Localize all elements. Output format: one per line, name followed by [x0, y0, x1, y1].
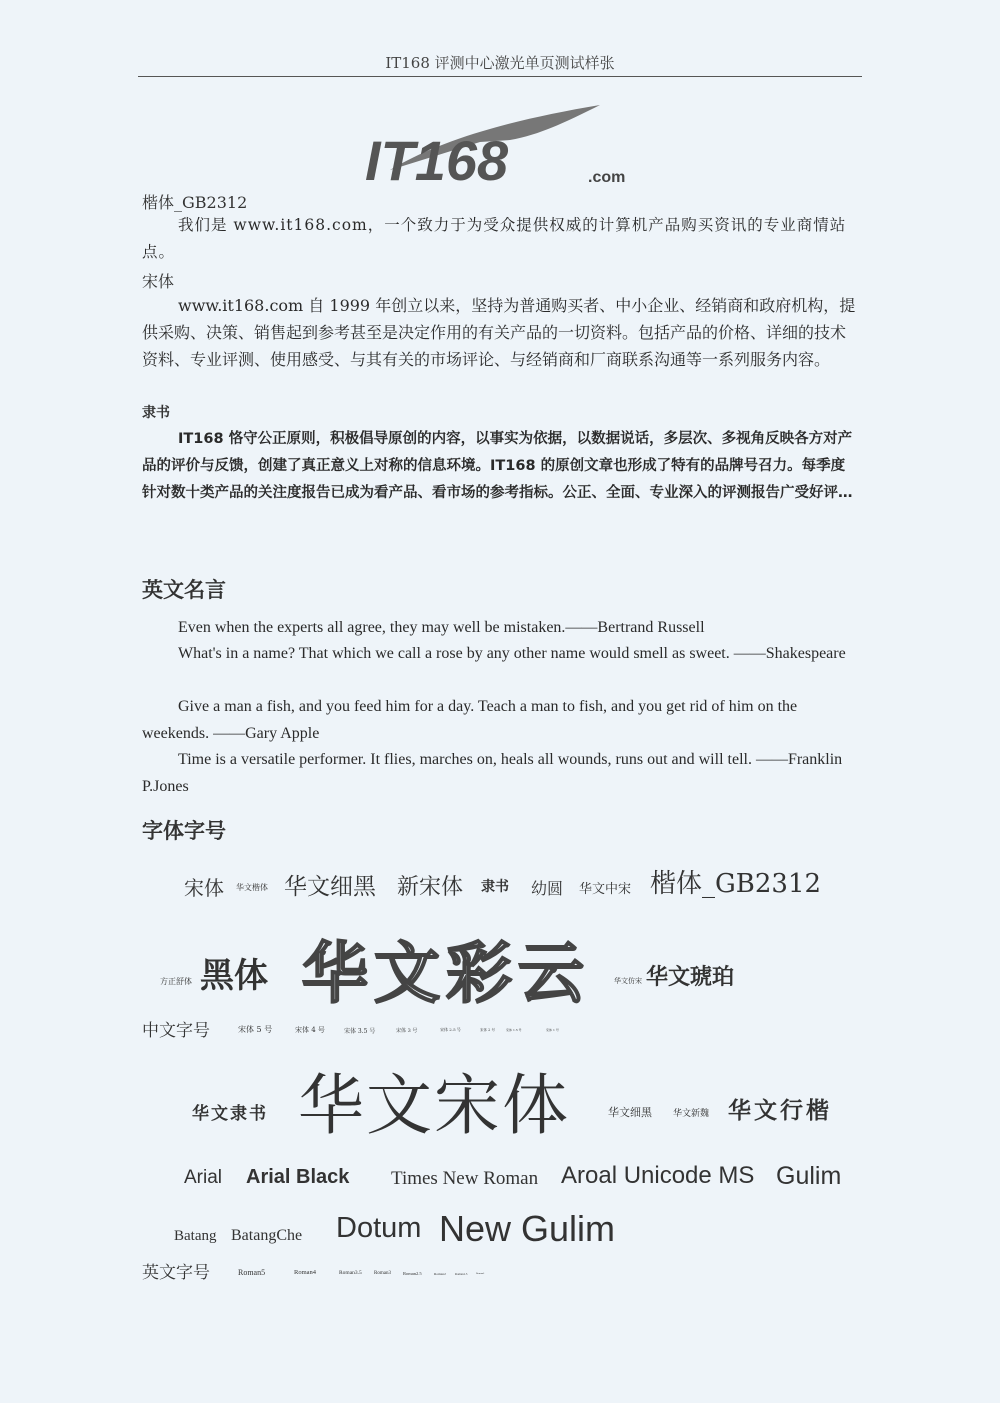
cn-size-1: 宋体 1 号 [546, 1028, 559, 1032]
cn-size-3: 宋体 3 号 [396, 1028, 418, 1034]
en-size-label: 英文字号 [142, 1263, 210, 1283]
li-paragraph: IT168 恪守公正原则，积极倡导原创的内容，以事实为依据，以数据说话，多层次、多视角反映各方对产品的评价与反馈，创建了真正意义上对称的信息环境。IT168 的原创文章也形成了特有的品牌号召力。每季度针对数十类产品的关注度报告已成为看产品、看市场的参考指标。公正、全面、专业深入的评测报告广受好评… [142, 431, 853, 501]
en-size-1-5: Roman1.5 [455, 1272, 468, 1276]
cn-size-2-5: 宋体 2.5 号 [440, 1027, 461, 1032]
kai-label: 楷体_GB2312 [142, 193, 248, 212]
svg-text:.com: .com [588, 169, 626, 186]
svg-text:IT168: IT168 [365, 129, 509, 190]
font-sample-huawen-xinwei: 华文新魏 [673, 1109, 710, 1119]
quote-2: What's in a name? That which we call a rose by any other name would smell as sweet. ——Shakespeare [178, 645, 846, 662]
kai-paragraph: 我们是 www.it168.com，一个致力于为受众提供权威的计算机产品购买资讯的专业商情站点。 [142, 216, 847, 261]
page-header: IT168 评测中心激光单页测试样张 [385, 54, 615, 72]
en-size-5: Roman5 [238, 1268, 266, 1277]
song-paragraph: www.it168.com 自 1999 年创立以来，坚持为普通购买者、中小企业、经销商和政府机构，提供采购、决策、销售起到参考甚至是决定作用的有关产品的一切资料。包括产品的价格、详细的技术资料、专业评测、使用感受、与其有关的市场评论、与经销商和厂商联系沟通等一系列服务内容。 [142, 296, 856, 369]
font-sample-new-gulim: New Gulim [439, 1208, 616, 1249]
font-sample-huawen-xihei-small: 华文细黑 [608, 1107, 652, 1119]
header-divider [138, 76, 862, 77]
quote-3: Give a man a fish, and you feed him for a day. Teach a man to fish, and you get rid of him on the weekends. ——Gary Apple [142, 698, 798, 742]
en-size-2: Roman2 [434, 1272, 446, 1276]
en-size-2-5: Roman2.5 [403, 1271, 422, 1276]
cn-size-label: 中文字号 [142, 1021, 210, 1041]
font-sample-huawen-kaiti: 华文楷体 [236, 883, 268, 892]
font-sample-lishu: 隶书 [481, 878, 509, 894]
cn-size-3-5: 宋体 3.5 号 [344, 1028, 376, 1035]
font-sample-kaiti-gb2312: 楷体_GB2312 [650, 869, 822, 899]
cn-size-5: 宋体 5 号 [238, 1025, 273, 1034]
font-sample-huawen-zhongsong: 华文中宋 [579, 882, 632, 897]
cn-size-2: 宋体 2 号 [480, 1028, 495, 1032]
font-sample-huawen-fangsong: 华文仿宋 [614, 977, 642, 985]
font-sample-huawen-xihei: 华文细黑 [284, 873, 376, 899]
font-sample-xin-songti: 新宋体 [397, 875, 464, 900]
font-sample-dotum: Dotum [336, 1212, 422, 1244]
quote-4: Time is a versatile performer. It flies, marches on, heals all wounds, runs out and will tell. ——Franklin P.Jones [142, 751, 843, 795]
font-sample-arial-black: Arial Black [246, 1166, 350, 1188]
font-sample-songti: 宋体 [184, 876, 224, 900]
en-size-3-5: Roman3.5 [339, 1270, 362, 1276]
font-sample-huawen-songti: 华文宋体 [298, 1067, 570, 1144]
en-size-3: Roman3 [374, 1271, 391, 1276]
en-size-1: Roman1 [476, 1272, 485, 1275]
quotes-heading: 英文名言 [142, 579, 226, 602]
cn-size-1-5: 宋体 1.5 号 [506, 1028, 522, 1032]
font-sample-heiti: 黑体 [200, 957, 268, 995]
font-sample-huawen-caiyun: 华文彩云 [302, 936, 590, 1010]
font-sample-batangche: BatangChe [231, 1227, 303, 1244]
fonts-heading: 字体字号 [142, 820, 226, 843]
font-sample-huawen-hupo: 华文琥珀 [646, 964, 735, 989]
font-sample-fangzheng-shuti: 方正舒体 [160, 977, 192, 986]
song-label: 宋体 [142, 272, 175, 291]
en-size-4: Roman4 [294, 1269, 317, 1276]
font-sample-gulim: Gulim [776, 1162, 842, 1190]
font-sample-times-new-roman: Times New Roman [391, 1168, 539, 1189]
font-sample-aroal-unicode: Aroal Unicode MS [561, 1162, 755, 1189]
li-label: 隶书 [142, 405, 170, 421]
cn-size-4: 宋体 4 号 [295, 1026, 325, 1034]
it168-logo [360, 100, 650, 190]
font-sample-arial: Arial [184, 1167, 223, 1188]
font-sample-batang: Batang [174, 1228, 217, 1244]
quote-1: Even when the experts all agree, they may well be mistaken.——Bertrand Russell [178, 619, 705, 636]
font-sample-huawen-xingkai: 华文行楷 [728, 1097, 832, 1123]
font-sample-huawen-lishu: 华文隶书 [192, 1104, 268, 1123]
font-sample-youyuan: 幼圆 [531, 881, 564, 898]
